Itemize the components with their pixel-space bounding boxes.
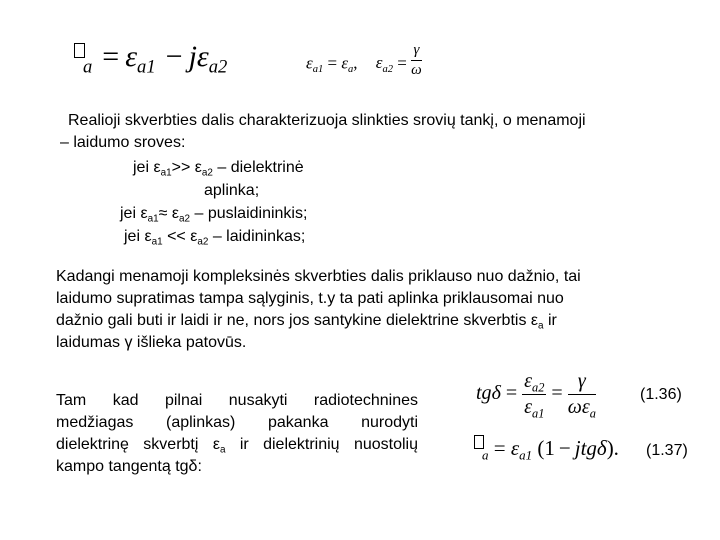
para2-line3 (56, 310, 557, 332)
relation-much-greater: >> (171, 159, 195, 176)
epsilon: ε (524, 396, 533, 418)
equation-number-1-36: (1.36) (640, 386, 682, 403)
subscript-a: a (83, 56, 93, 78)
tg: tg (476, 382, 492, 405)
subscript-a2: a2 (532, 380, 545, 395)
relation-approx: ≈ (158, 205, 172, 222)
subscript-a1: a1 (532, 406, 545, 421)
epsilon: ε (510, 436, 520, 460)
colon: : (197, 458, 202, 475)
condition-dielectric-cont: aplinka; (204, 182, 260, 199)
subscript-a1: a1 (147, 213, 159, 225)
numerator-gamma: γ (568, 370, 596, 395)
para2-line3-text: dažnio gali buti ir laidi ir ne, nors jos santykine dielektrine skverbtis (56, 312, 531, 329)
gamma: γ (124, 334, 133, 351)
para3-line4 (56, 456, 202, 478)
para3-line3-text: dielektrinę skverbtį (56, 436, 213, 453)
epsilon: ε (306, 53, 313, 73)
epsilon: ε (196, 40, 209, 73)
delta: δ (491, 382, 501, 405)
close-paren: ). (606, 436, 619, 460)
epsilon: ε (125, 40, 138, 73)
minus-sign: − (558, 436, 571, 460)
condition-if: jei (120, 205, 141, 222)
missing-glyph-icon (474, 435, 484, 449)
equals-sign: = (505, 382, 518, 405)
condition-conductor (124, 226, 305, 248)
para2-line4 (56, 332, 246, 354)
subscript-a: a (348, 64, 354, 76)
epsilon: ε (153, 159, 161, 176)
minus-sign: − (165, 40, 183, 73)
epsilon: ε (190, 228, 198, 245)
subscript-a2: a2 (201, 167, 213, 179)
open-paren-one: (1 (537, 436, 555, 460)
fraction-eps-ratio (522, 370, 546, 419)
omega: ω (567, 396, 582, 418)
condition-result: – laidininkas; (208, 228, 306, 245)
epsilon: ε (140, 205, 148, 222)
para2-line1: Kadangi menamoji kompleksinės skverbties dalis priklauso nuo dažnio, tai (56, 268, 581, 285)
condition-result: – dielektrinė (212, 159, 304, 176)
para3-line1: Tam kad pilnai nusakyti radiotechnines (56, 392, 418, 409)
subscript-a2: a2 (208, 56, 228, 78)
fraction-gamma-omega (411, 42, 422, 79)
subscript-a1: a1 (312, 64, 324, 76)
denominator-omega: ω (411, 62, 422, 78)
comma: , (353, 53, 358, 73)
numerator-gamma: γ (411, 42, 422, 61)
epsilon: ε (171, 205, 179, 222)
missing-glyph-icon (74, 43, 85, 58)
subscript-a: a (538, 320, 544, 332)
para3-line4-text: kampo tangentą tg (56, 458, 189, 475)
equation-1-36 (476, 370, 596, 419)
para2-line2: laidumo supratimas tampa sąlyginis, t.y ta pati aplinka priklausomai nuo (56, 290, 564, 307)
epsilon: ε (581, 396, 590, 418)
epsilon: ε (341, 53, 349, 73)
subscript-a: a (482, 447, 489, 463)
equals-sign: = (493, 436, 506, 460)
equation-1-37 (474, 436, 619, 461)
epsilon: ε (530, 312, 539, 329)
para2-line3-end: ir (543, 312, 557, 329)
subscript-a: a (219, 444, 226, 456)
equals-sign: = (102, 40, 120, 73)
subscript-a2: a2 (382, 64, 394, 76)
equation-number-1-37: (1.37) (646, 442, 688, 459)
epsilon: ε (375, 53, 383, 73)
condition-semiconductor (120, 203, 307, 225)
subscript-a1: a1 (137, 56, 156, 78)
para3-line3-end: ir dielektrinių nuostolių (225, 436, 419, 453)
condition-if: jei (124, 228, 145, 245)
para2-line4-end: išlieka patovūs. (132, 334, 247, 351)
epsilon: ε (524, 370, 533, 392)
subscript-a1: a1 (160, 167, 172, 179)
jtg: jtg (574, 436, 597, 460)
delta: δ (188, 458, 198, 475)
epsilon: ε (194, 159, 202, 176)
para1-line2: – laidumo sroves: (60, 134, 186, 151)
equals-sign: = (327, 53, 338, 73)
formula-complex-permittivity (74, 40, 227, 84)
condition-result: – puslaidininkis; (190, 205, 308, 222)
condition-if: jei (133, 159, 154, 176)
formula-small-relations (306, 42, 422, 83)
subscript-a2: a2 (179, 213, 191, 225)
imag-unit: j (188, 40, 197, 73)
epsilon: ε (212, 436, 220, 453)
subscript-a1: a1 (519, 447, 533, 463)
delta: δ (596, 436, 607, 460)
subscript-a2: a2 (197, 236, 209, 248)
equals-sign: = (551, 382, 563, 405)
para3-line2: medžiagas (aplinkas) pakanka nurodyti (56, 414, 418, 431)
para3-line3 (56, 434, 418, 456)
equals-sign: = (397, 53, 407, 73)
subscript-a: a (589, 406, 596, 421)
condition-dielectric (133, 157, 304, 179)
epsilon: ε (144, 228, 152, 245)
subscript-a1: a1 (151, 236, 163, 248)
para1-line1: Realioji skverbties dalis charakterizuoja slinkties srovių tankį, o menamoji (68, 112, 586, 129)
relation-much-less: << (162, 228, 191, 245)
fraction-gamma-omega-eps (568, 370, 596, 419)
para2-line4-text: laidumas (56, 334, 125, 351)
